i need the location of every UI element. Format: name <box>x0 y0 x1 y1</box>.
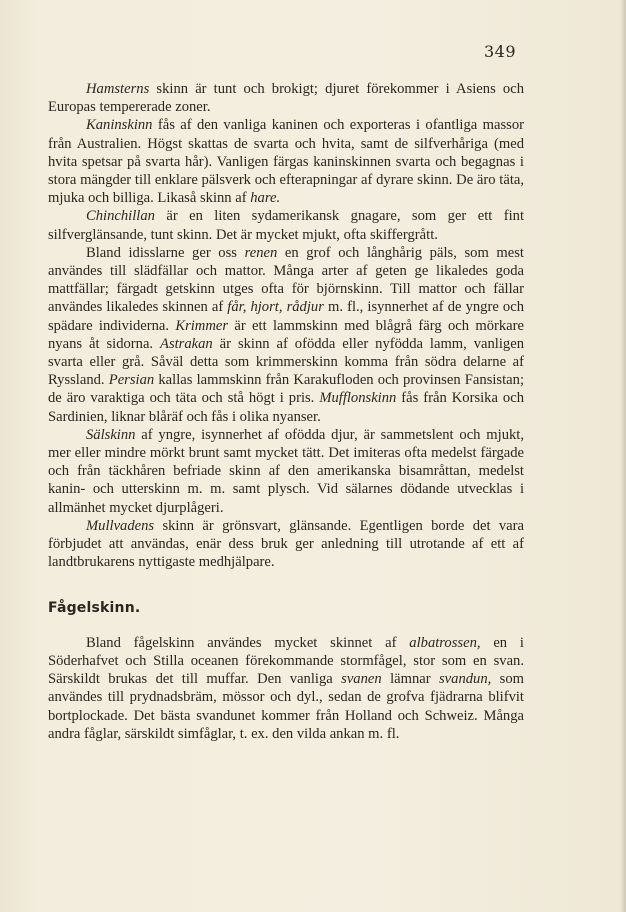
text-run: lämnar <box>381 671 439 688</box>
italic-term: renen <box>244 244 278 261</box>
text-run: fås af den vanliga kaninen och exporteras i ofantliga massor från Australien. Högst skattas de svarta och hvita, samt de silfverhåriga (med hvita spetsar på svarta hår). Vanligen färgas kaninskinnen svarta och begagnas i stora mängder till enklare pälsverk och efterapningar af dyrare skinn. De äro täta, mjuka och billiga. Likaså skinn af <box>48 117 524 207</box>
paragraph-mullvad <box>48 517 524 572</box>
text-run: är ett lammskinn med blågrå färg och mörkare nyans åt sidorna. <box>48 317 524 352</box>
italic-term: får, hjort, rådjur <box>227 299 324 316</box>
italic-term: albatrossen, <box>409 634 481 651</box>
italic-term: Krimmer <box>175 317 229 334</box>
text-run: af yngre, isynnerhet af ofödda djur, är sammetslent och mjukt, mer eller mindre mörkt brunt samt mycket tätt. Det imiteras ofta medelst färgade och från täckhåren befriade skinn af den amerikanska bisamråttan, medelst kanin- och utterskinn m. m. samt plysch. Vid sälarnes dödande utvecklas i allmänhet mycket djurplågeri. <box>48 426 524 516</box>
text-run: är skinn af ofödda eller nyfödda lamm, vanligen svarta eller grå. Såväl detta som krimmerskinn komma från södra delarne af Ryssland. <box>48 335 524 389</box>
paragraph-chinchilla <box>48 207 524 243</box>
text-run: som användes till prydnadsbräm, mössor och dyl., sedan de grofva fjädrarna blifvit bortplockade. Det bästa svandunet kommer från Holland och Schweiz. Många andra fåglar, särskildt simfåglar, t. ex. den vilda ankan m. fl. <box>48 671 524 742</box>
body-text <box>48 80 524 743</box>
page-edge-shadow <box>620 0 626 912</box>
italic-term: svandun, <box>438 671 492 688</box>
italic-term: Mufflonskinn <box>319 390 397 407</box>
italic-term: Mullvadens <box>86 517 155 534</box>
text-run: fås från Korsika och Sardinien, liknar blåräf och fås i olika nyanser. <box>48 390 524 425</box>
paragraph-salskinn <box>48 426 524 517</box>
text-run: Bland fågelskinn användes mycket skinnet af <box>86 634 410 651</box>
italic-term: Sälskinn <box>86 426 136 443</box>
section-heading: Fågelskinn. <box>48 600 141 617</box>
page-number: 349 <box>483 42 516 61</box>
text-run: Bland idisslarne ger oss <box>86 244 245 261</box>
italic-term: Persian <box>108 372 155 389</box>
paragraph-kanin <box>48 116 524 207</box>
italic-term: Kaninskinn <box>86 117 153 134</box>
paragraph-fagelskinn <box>48 634 524 743</box>
text-run: är en liten sydamerikansk gnagare, som ger ett fint silfverglänsande, tunt skinn. Det är mycket mjukt, ofta skiffergrått. <box>48 208 524 243</box>
paragraph-idisslare <box>48 244 524 426</box>
italic-term: Hamsterns <box>86 81 150 97</box>
paragraph-hamster <box>48 80 524 116</box>
text-run: skinn är tunt och brokigt; djuret förekommer i Asiens och Europas tempererade zoner. <box>48 81 524 116</box>
italic-term: svanen <box>341 671 382 688</box>
italic-term: Chinchillan <box>86 208 155 225</box>
text-run: kallas lammskinn från Karakufloden och provinsen Fansistan; de äro varaktiga och täta och stå högt i pris. <box>48 372 524 407</box>
text-run: en grof och långhårig päls, som mest användes till slädfällar och mattor. Många arter af geten ge likaledes goda mattfällar; färgadt getskinn utges ofta för björnskinn. Till mattor och fällar användes likaledes skinnen af <box>48 244 524 316</box>
text-run: skinn är grönsvart, glänsande. Egentligen borde det vara förbjudet att användas, enär dess bruk ger anledning till utrotande af ett af landtbrukarens nyttigaste medhjälpare. <box>48 517 524 571</box>
italic-term: Astrakan <box>160 335 213 352</box>
text-run: m. fl., isynnerhet af de yngre och spädare individerna. <box>48 299 524 334</box>
italic-term: hare. <box>250 190 281 207</box>
text-run: en i Söderhafvet och Stilla oceanen förekommande stormfågel, stor som en svan. Särskildt brukas det till muffar. Den vanliga <box>48 634 524 688</box>
